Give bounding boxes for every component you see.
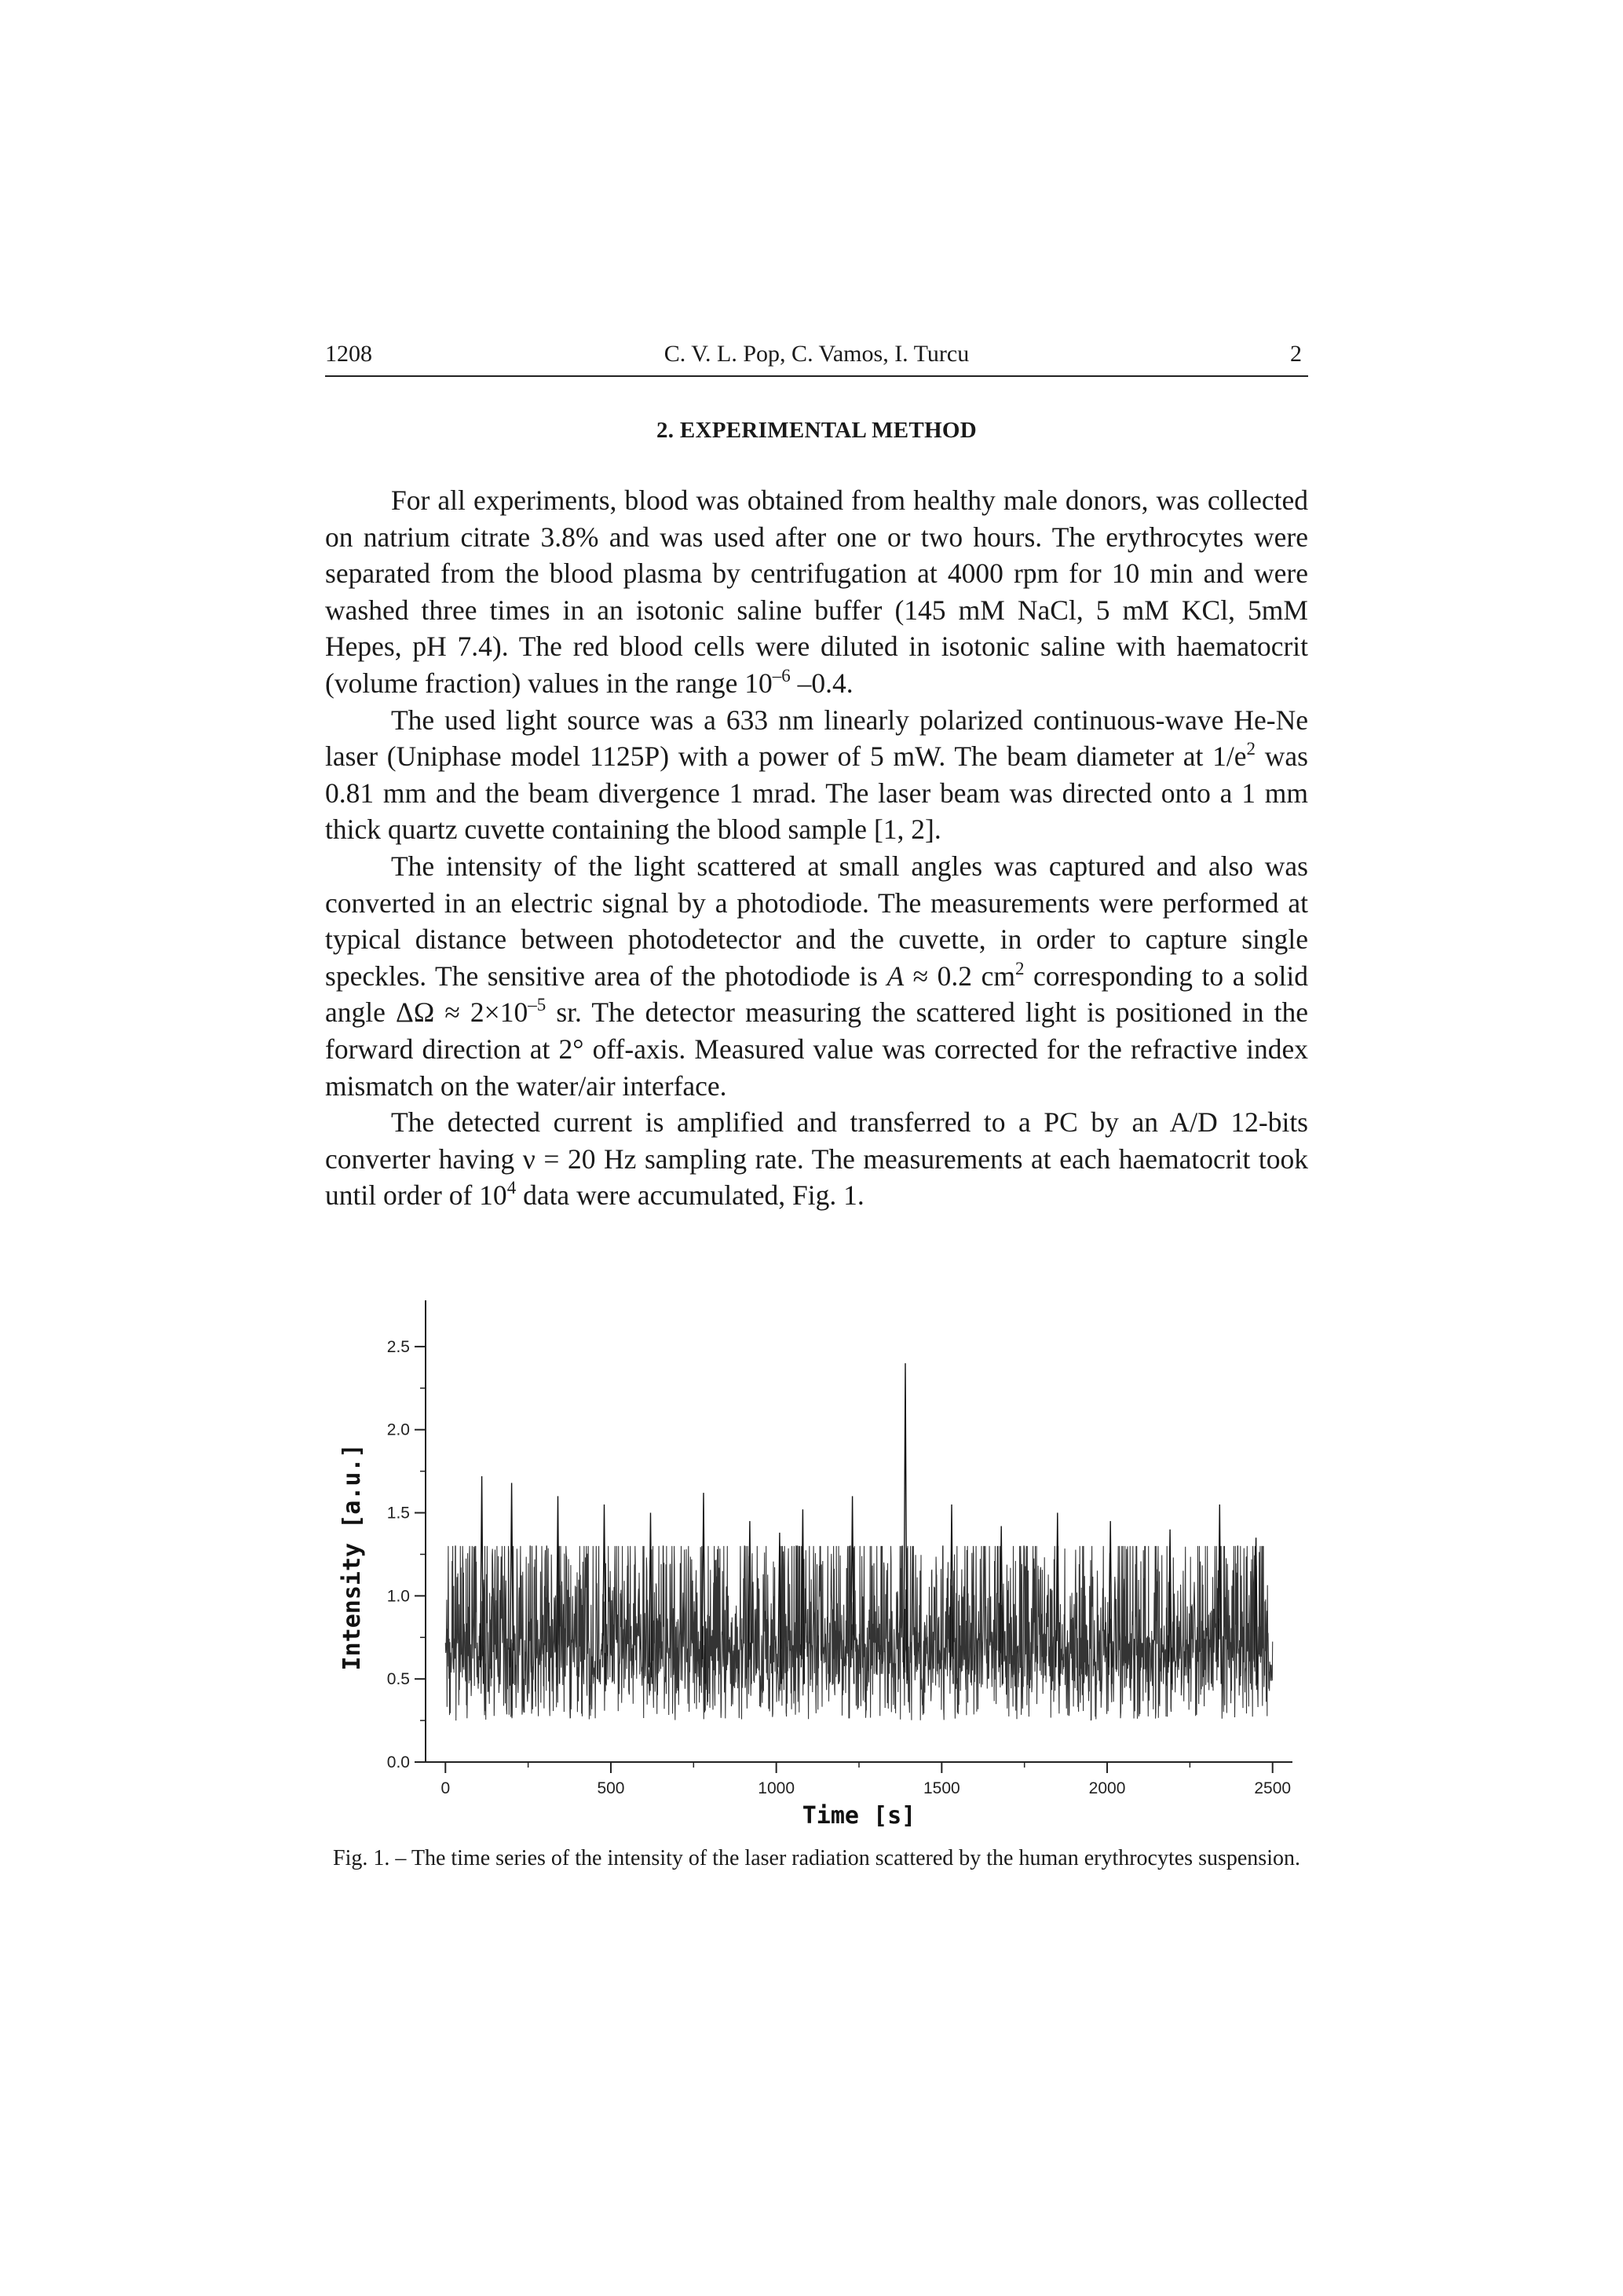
x-tick-label-5: 2500 (1254, 1779, 1292, 1797)
y-tick-label-5: 2.5 (386, 1337, 410, 1356)
x-tick-label-2: 1000 (758, 1779, 795, 1797)
x-axis-label: Time [s] (802, 1802, 916, 1830)
x-tick-label-4: 2000 (1088, 1779, 1126, 1797)
paragraph-2: The used light source was a 633 nm linearly polarized continuous-wave He-Ne laser (Uniphase model 1125P) with a power of 5 mW. The beam diameter at $1/e^2$ was 0.81 mm and the beam divergence 1 mrad. The laser beam was directed onto a 1 mm thick quartz cuvette containing the blood sample [1, 2]. (325, 704, 1308, 846)
paragraph-3: The intensity of the light scattered at small angles was captured and also was converted in an electric signal by a photodiode. The measurements were performed at typical distance between photodetector and the cuvette, in order to capture single speckles. The sensitive area of the photodiode is A ≈ 0.2 $cm^2$ corresponding to a solid angle $\Delta\Omega \approx 2\times 10^{-5}$ sr. The detector measuring the scattered light is positioned in the forward direction at 2° off-axis. Measured value was corrected for the refractive index mismatch on the water/air interface. (325, 850, 1309, 1102)
figure-1 (325, 1297, 1308, 1831)
paragraph-1: For all experiments, blood was obtained from healthy male donors, was collected on natrium citrate 3.8% and was used after one or two hours. The erythrocytes were separated from the blood plasma by centrifugation at 4000 rpm for 10 min and were washed three times in an isotonic saline buffer (145 mM NaCl, 5 mM KCl, 5mM Hepes, pH 7.4). The red blood cells were diluted in isotonic saline with haematocrit (volume fraction) values in the range $10^{-6}$ –0.4. (325, 484, 1308, 699)
series-intensity-line (445, 1546, 1272, 1720)
y-tick-label-1: 0.5 (386, 1670, 410, 1689)
y-tick-label-4: 2.0 (386, 1420, 410, 1439)
section-title: 2. EXPERIMENTAL METHOD (656, 418, 978, 443)
y-tick-label-2: 1.0 (386, 1587, 410, 1606)
running-header (325, 338, 1308, 377)
y-tick-label-3: 1.5 (386, 1504, 410, 1523)
figure-caption: Fig. 1. – The time series of the intensity of the laser radiation scattered by the human erythrocytes suspension. (333, 1846, 1300, 1870)
paragraph-4: The detected current is amplified and transferred to a PC by an A/D 12-bits converter having ν = 20 Hz sampling rate. The measurements at each haematocrit took until order of $10^4$ data were accumulated, Fig. 1. (325, 1106, 1308, 1212)
y-tick-label-0: 0.0 (386, 1753, 410, 1771)
y-axis-label: Intensity [a.u.] (338, 1443, 366, 1671)
page-number: 1208 (325, 341, 372, 367)
section-number: 2 (1290, 341, 1302, 367)
x-tick-label-0: 0 (440, 1779, 451, 1797)
x-tick-label-3: 1500 (923, 1779, 960, 1797)
x-tick-label-1: 500 (597, 1779, 625, 1797)
series-spike-14 (1109, 1521, 1112, 1684)
running-authors: C. V. L. Pop, C. Vamos, I. Turcu (663, 341, 970, 367)
body-text (325, 482, 1308, 1214)
intensity-time-series-chart (325, 1297, 1308, 1831)
